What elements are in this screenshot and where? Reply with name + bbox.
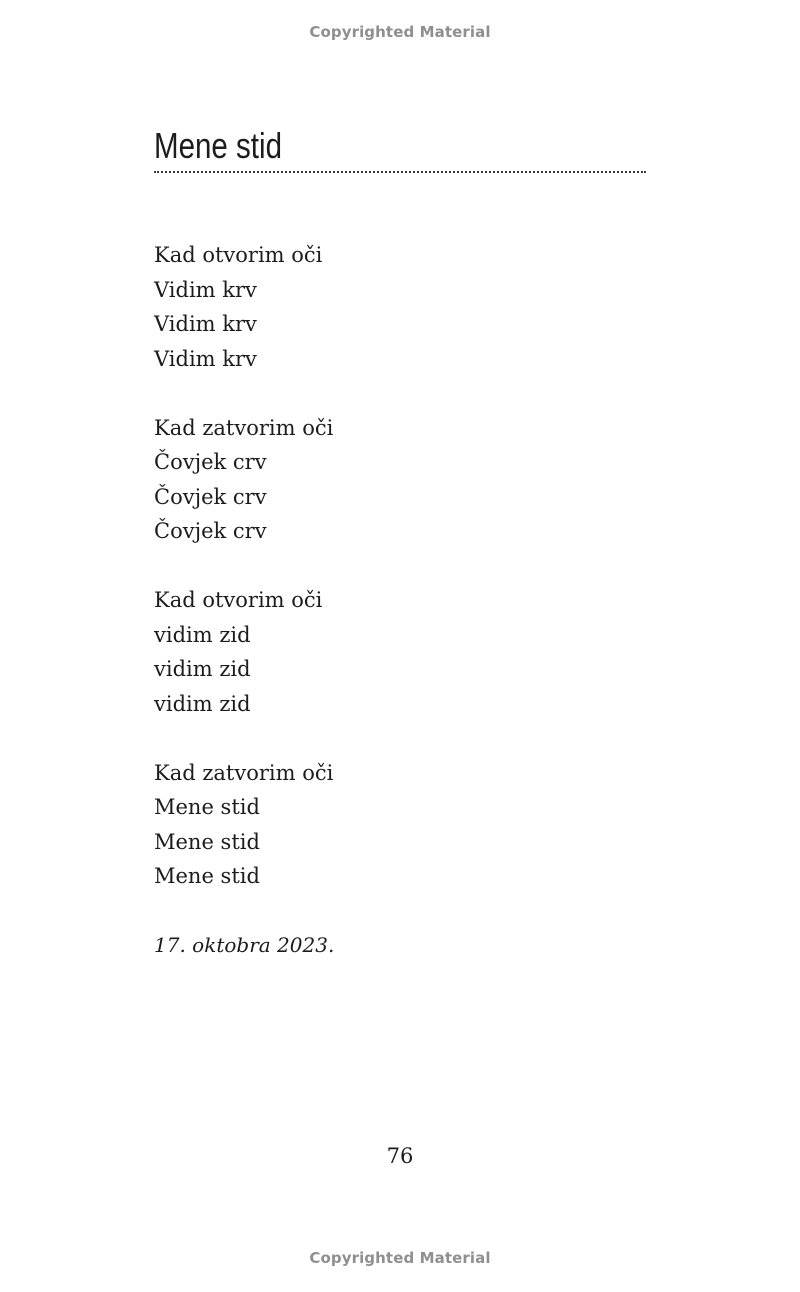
- poem-line: vidim zid: [154, 657, 251, 681]
- poem-line: Vidim krv: [154, 277, 257, 302]
- poem-line: Mene stid: [154, 829, 260, 854]
- poem-date: 17. oktobra 2023.: [154, 933, 335, 957]
- stanza-2: [154, 411, 646, 549]
- title-dotted-rule: [154, 171, 646, 173]
- poem-line: Čovjek crv: [154, 450, 267, 474]
- copyright-watermark-top: Copyrighted Material: [309, 23, 491, 41]
- poem-title: Mene stid: [154, 125, 282, 166]
- poem-line: Kad zatvorim oči: [154, 760, 334, 785]
- poem-line: Vidim krv: [154, 312, 257, 336]
- stanza-4: [154, 756, 646, 894]
- poem-body: [154, 238, 646, 928]
- poem-line: Kad otvorim oči: [154, 588, 323, 612]
- poem-line: Kad otvorim oči: [154, 243, 323, 267]
- poem-line: Mene stid: [154, 864, 260, 888]
- poem-line: Čovjek crv: [154, 484, 267, 509]
- stanza-3: [154, 583, 646, 721]
- poem-line: Mene stid: [154, 795, 260, 819]
- poem-line: vidim zid: [154, 691, 251, 716]
- poem-line: Vidim krv: [154, 346, 257, 371]
- page-number: 76: [386, 1144, 414, 1168]
- poem-line: vidim zid: [154, 622, 251, 647]
- poem-line: Kad zatvorim oči: [154, 415, 334, 440]
- stanza-1: [154, 238, 646, 376]
- copyright-watermark-bottom: Copyrighted Material: [309, 1249, 491, 1267]
- poem-line: Čovjek crv: [154, 519, 267, 543]
